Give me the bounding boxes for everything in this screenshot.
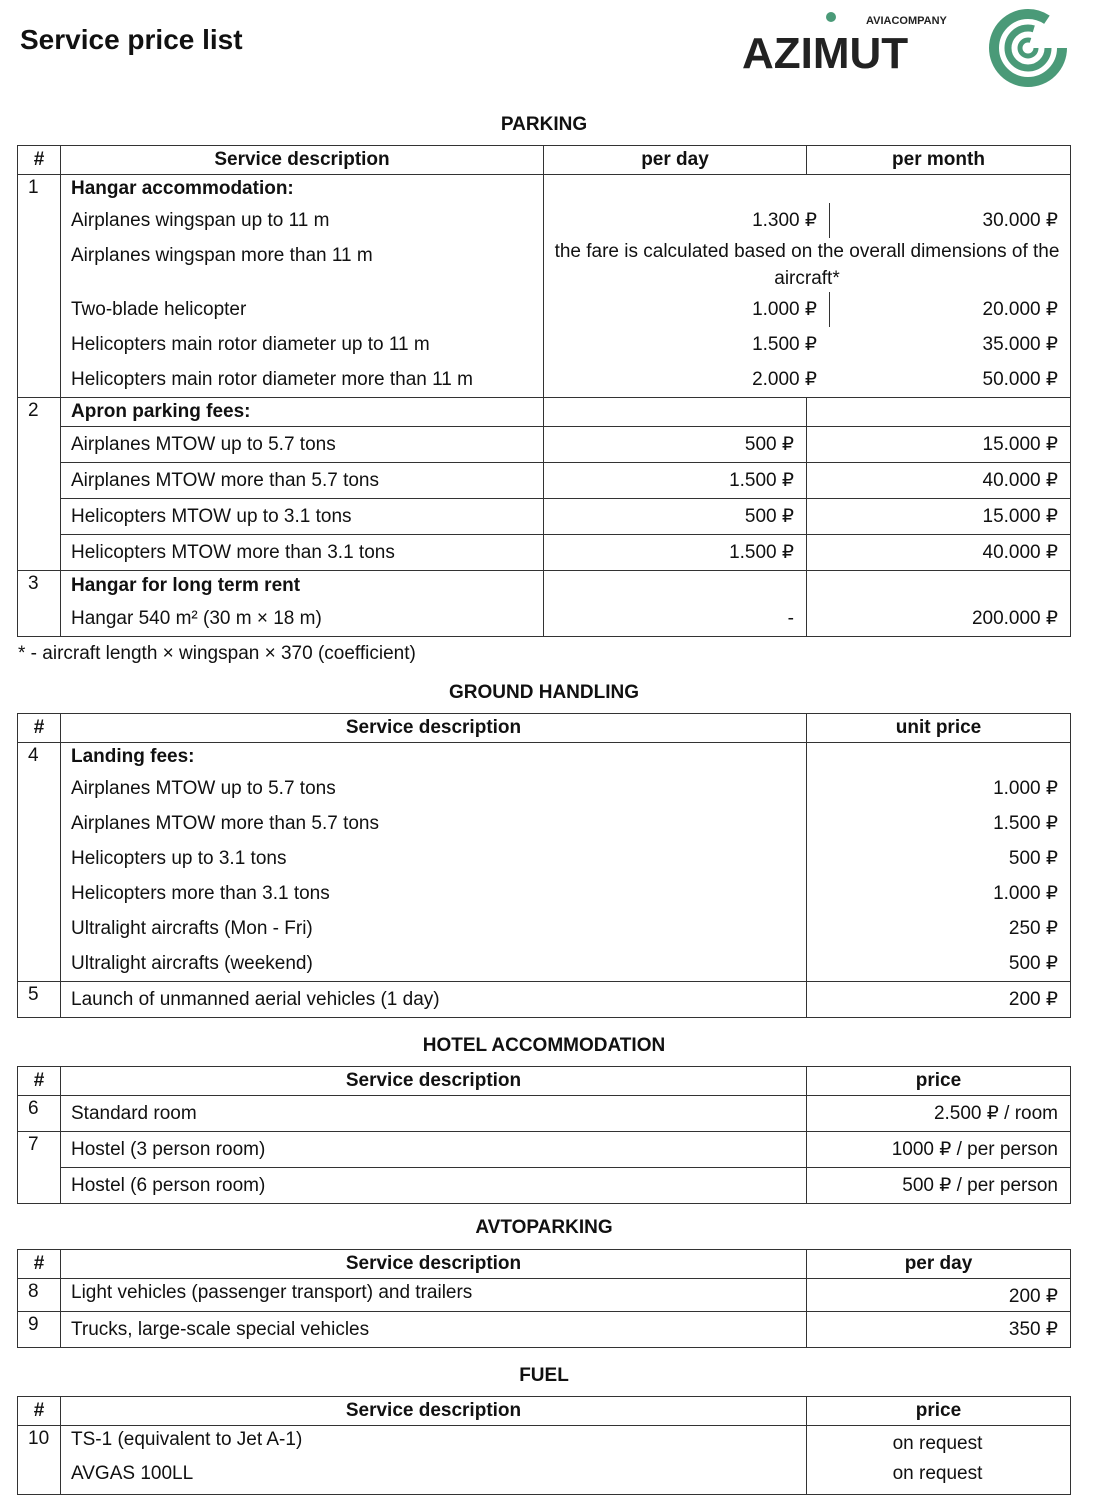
fuel-section-title: FUEL — [519, 1365, 569, 1386]
row-number: 4 — [18, 743, 61, 982]
price-per-day: 1.000 ₽ — [544, 292, 830, 327]
service-desc: Airplanes wingspan more than 11 m — [71, 245, 373, 266]
price-per-day: 500 ₽ — [744, 506, 794, 527]
table-row — [18, 463, 1071, 499]
service-desc: Airplanes wingspan up to 11 m — [71, 210, 330, 231]
col-header: per day — [807, 1250, 1071, 1279]
ground-handling-table — [17, 713, 1071, 1018]
service-desc: Airplanes MTOW more than 5.7 tons — [71, 470, 379, 491]
service-desc: Two-blade helicopter — [71, 299, 247, 320]
col-header: price — [807, 1397, 1071, 1426]
row-number: 7 — [18, 1132, 61, 1204]
service-desc: Helicopters MTOW more than 3.1 tons — [71, 542, 395, 563]
service-desc: Ultralight aircrafts (weekend) — [71, 953, 313, 974]
price-per-day: 1.500 ₽ — [729, 542, 794, 563]
col-header: # — [18, 1067, 61, 1096]
fuel-table — [17, 1396, 1071, 1495]
service-desc: Airplanes MTOW up to 5.7 tons — [71, 434, 336, 455]
table-row — [18, 1279, 1071, 1312]
service-desc: Hostel (3 person room) — [71, 1139, 266, 1160]
ground-section-title: GROUND HANDLING — [449, 682, 639, 703]
table-row — [18, 571, 1071, 637]
col-header: Service description — [61, 146, 544, 175]
row-number: 3 — [18, 571, 61, 637]
price-per-day: 500 ₽ — [744, 434, 794, 455]
page-title: Service price list — [20, 24, 243, 55]
table-row — [18, 175, 1071, 398]
service-desc: Hangar 540 m² (30 m × 18 m) — [71, 608, 322, 629]
row-number: 6 — [18, 1096, 61, 1132]
vehicle-price: 350 ₽ — [1008, 1319, 1058, 1340]
service-desc: Ultralight aircrafts (Mon - Fri) — [71, 918, 313, 939]
logo-spiral-icon — [994, 14, 1062, 82]
col-header: Service description — [61, 1067, 807, 1096]
col-header: Service description — [61, 1397, 807, 1426]
col-header: # — [18, 146, 61, 175]
table-row — [18, 535, 1071, 571]
service-desc: Helicopters more than 3.1 tons — [71, 883, 330, 904]
service-desc: Light vehicles (passenger transport) and trailers — [71, 1282, 473, 1303]
price-per-month: 20.000 ₽ — [982, 299, 1058, 320]
hotel-table — [17, 1066, 1071, 1204]
price-per-day: - — [787, 608, 794, 629]
service-desc: Helicopters main rotor diameter more than 11 m — [71, 369, 473, 390]
table-row — [18, 398, 1071, 427]
col-header: Service description — [61, 1250, 807, 1279]
parking-footnote: * - aircraft length × wingspan × 370 (coefficient) — [18, 643, 416, 664]
price-per-month: 50.000 ₽ — [982, 369, 1058, 390]
table-header-row — [18, 1250, 1071, 1279]
row-number: 1 — [18, 175, 61, 398]
logo-small-text: AVIACOMPANY — [866, 15, 947, 27]
col-header: price — [807, 1067, 1071, 1096]
service-desc: Hostel (6 person room) — [71, 1175, 266, 1196]
table-header-row — [18, 1397, 1071, 1426]
price-per-month: 35.000 ₽ — [982, 334, 1058, 355]
price-per-day: 1.300 ₽ — [544, 203, 830, 238]
unit-price: 1.000 ₽ — [993, 883, 1058, 904]
table-row — [18, 427, 1071, 463]
price-per-month: 200.000 ₽ — [971, 608, 1058, 629]
group-title: Hangar accommodation: — [71, 178, 294, 199]
parking-table — [17, 145, 1071, 637]
service-desc: Trucks, large-scale special vehicles — [71, 1319, 370, 1340]
table-row — [18, 1312, 1071, 1348]
service-desc: AVGAS 100LL — [71, 1463, 194, 1484]
col-header: per day — [544, 146, 807, 175]
room-price: 500 ₽ / per person — [902, 1175, 1058, 1196]
table-row — [18, 1132, 1071, 1168]
unit-price: 500 ₽ — [1008, 953, 1058, 974]
row-number: 8 — [18, 1279, 61, 1312]
col-header: # — [18, 714, 61, 743]
price-per-day: 1.500 ₽ — [729, 470, 794, 491]
price-per-month: 30.000 ₽ — [982, 210, 1058, 231]
service-desc: Helicopters up to 3.1 tons — [71, 848, 287, 869]
group-title: Landing fees: — [71, 746, 195, 767]
fuel-price: on request — [892, 1463, 983, 1484]
vehicle-price: 200 ₽ — [1008, 1286, 1058, 1307]
row-number: 9 — [18, 1312, 61, 1348]
table-header-row — [18, 1067, 1071, 1096]
azimut-logo — [742, 4, 1072, 90]
price-per-day: 2.000 ₽ — [752, 369, 817, 390]
group-title: Apron parking fees: — [71, 401, 251, 422]
col-header: # — [18, 1250, 61, 1279]
row-number: 10 — [18, 1426, 61, 1495]
price-per-month: 40.000 ₽ — [982, 470, 1058, 491]
table-row — [18, 982, 1071, 1018]
table-row — [18, 499, 1071, 535]
row-number: 5 — [18, 982, 61, 1018]
avtoparking-table — [17, 1249, 1071, 1348]
table-row — [18, 743, 1071, 982]
col-header: # — [18, 1397, 61, 1426]
hotel-section-title: HOTEL ACCOMMODATION — [422, 1035, 666, 1056]
service-desc: Helicopters main rotor diameter up to 11 m — [71, 334, 430, 355]
table-header-row — [18, 146, 1071, 175]
service-desc: Helicopters MTOW up to 3.1 tons — [71, 506, 352, 527]
service-desc: Airplanes MTOW up to 5.7 tons — [71, 778, 336, 799]
fuel-price: on request — [892, 1433, 983, 1454]
logo-company-name: AZIMUT — [742, 29, 909, 78]
service-desc: TS-1 (equivalent to Jet A-1) — [71, 1429, 303, 1450]
group-title: Hangar for long term rent — [71, 575, 301, 596]
table-header-row — [18, 714, 1071, 743]
service-desc: Standard room — [71, 1103, 197, 1124]
row-number: 2 — [18, 398, 61, 571]
parking-section-title: PARKING — [500, 114, 588, 135]
unit-price: 250 ₽ — [1008, 918, 1058, 939]
unit-price: 1.500 ₽ — [993, 813, 1058, 834]
table-row — [18, 1426, 1071, 1495]
unit-price: 200 ₽ — [1008, 989, 1058, 1010]
col-header: unit price — [807, 714, 1071, 743]
room-price: 1000 ₽ / per person — [891, 1139, 1058, 1160]
unit-price: 1.000 ₽ — [993, 778, 1058, 799]
table-row — [18, 1168, 1071, 1204]
avtoparking-section-title: AVTOPARKING — [475, 1217, 613, 1238]
price-per-month: 40.000 ₽ — [982, 542, 1058, 563]
price-per-month: 15.000 ₽ — [982, 506, 1058, 527]
table-row — [18, 1096, 1071, 1132]
price-per-day: 1.500 ₽ — [752, 334, 817, 355]
col-header: per month — [807, 146, 1071, 175]
service-desc: Launch of unmanned aerial vehicles (1 day) — [71, 989, 440, 1010]
service-desc: Airplanes MTOW more than 5.7 tons — [71, 813, 379, 834]
col-header: Service description — [61, 714, 807, 743]
room-price: 2.500 ₽ / room — [933, 1103, 1058, 1124]
price-per-month: 15.000 ₽ — [982, 434, 1058, 455]
unit-price: 500 ₽ — [1008, 848, 1058, 869]
fare-note: the fare is calculated based on the overall dimensions of the aircraft* — [554, 241, 1060, 289]
